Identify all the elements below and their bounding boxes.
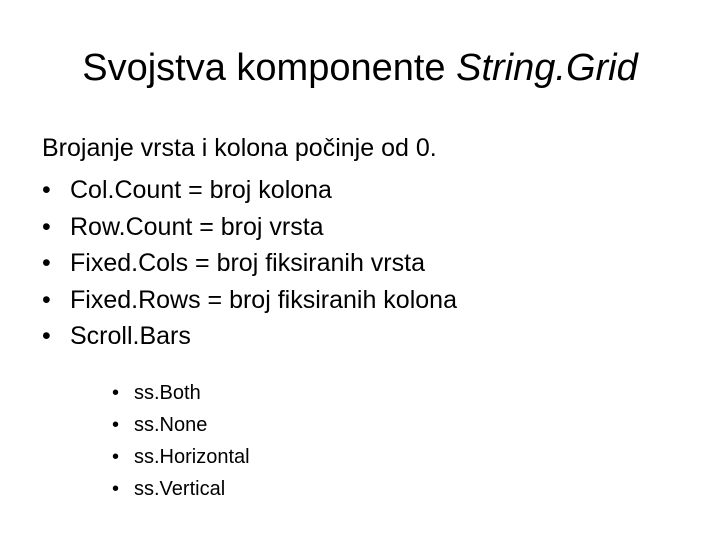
bullet-item [42,318,457,355]
sub-bullet-icon: • [112,446,120,468]
slide-title [0,44,720,92]
bullet-item [42,209,457,246]
bullet-text: Fixed.Cols = broj fiksiranih vrsta [70,249,425,277]
sub-bullet-text: ss.Both [134,382,201,404]
bullet-icon: • [42,322,51,350]
bullet-text: Fixed.Rows = broj fiksiranih kolona [70,285,457,314]
bullet-item [42,245,457,282]
bullet-item [42,172,457,209]
bullet-text: Row.Count = broj vrsta [70,212,324,241]
sub-bullet-item [112,474,250,506]
sub-bullet-text: ss.Vertical [134,478,226,500]
sub-bullet-text: ss.Horizontal [134,446,250,468]
sub-bullet-item [112,442,250,474]
sub-bullet-list [112,378,250,506]
bullet-text: Col.Count = broj kolona [70,176,332,204]
bullet-item [42,282,457,319]
bullet-icon: • [42,285,51,314]
sub-bullet-icon: • [112,478,120,500]
slide-title-plain: Svojstva komponente [82,47,457,89]
sub-bullet-icon: • [112,414,120,436]
sub-bullet-item [112,410,250,442]
slide-title-italic: String.Grid [456,47,638,89]
sub-bullet-item [112,378,250,410]
bullet-text: Scroll.Bars [70,322,191,350]
bullet-icon: • [42,212,51,241]
intro-text: Brojanje vrsta i kolona počinje od 0. [42,134,437,162]
bullet-icon: • [42,249,51,277]
sub-bullet-icon: • [112,382,120,404]
bullet-icon: • [42,176,51,204]
sub-bullet-text: ss.None [134,414,208,436]
bullet-list [42,172,457,355]
